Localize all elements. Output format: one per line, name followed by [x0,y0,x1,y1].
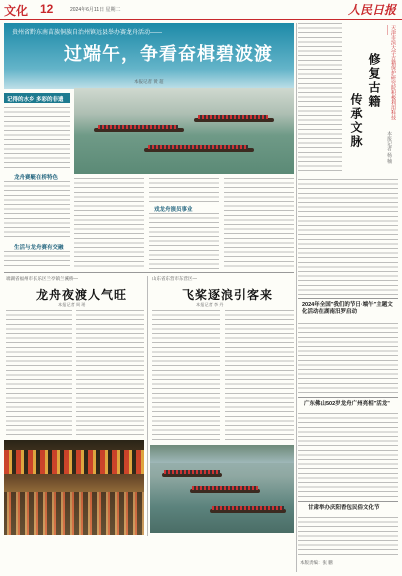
left-article-text [6,310,72,436]
shore-shape [150,445,294,463]
feature-subhead: 生活与龙舟赛有交融 [14,245,64,251]
page-number: 12 [40,2,54,16]
right-article-kicker: 天津市滨大学古籍保护研究院积极利用科技—— [384,25,396,120]
column-divider [296,23,297,572]
crowd-shape [4,492,144,535]
mid-article-byline: 本报记者 李 丹 [196,302,224,307]
news-headline: 甘肃举办庆阳香包民俗文化节 [308,505,380,511]
news-text [298,323,398,393]
feature-text-column [74,178,144,269]
feature-subhead: 龙舟赛艇在桥特色 [14,175,59,181]
right-article-text [298,179,398,295]
boat-crew-shape [212,506,284,510]
news-text [298,413,398,497]
night-market-photo [4,440,144,535]
right-column [298,23,398,572]
side-kicker: 记得的水乡 多彩的非遗 [4,93,70,103]
feature-text-column [4,107,70,171]
feature-title: 过端午，争看奋楫碧波渡 [64,44,273,65]
news-text [298,517,398,557]
right-article-title-2: 传承文脉 [349,93,363,149]
section-divider [298,501,398,502]
news-headline: 2024年全国"我们的节日·端午"主题文化活动在湖南汨罗启动 [302,302,393,316]
feature-subhead: 戏龙舟演员事业 [154,207,193,213]
lantern-row [4,450,144,474]
feature-text-column [224,178,294,269]
section-divider [298,298,398,299]
left-article-title: 龙舟夜渡人气旺 [36,288,128,302]
column-divider [147,276,148,536]
river-race-photo [150,445,294,533]
boat-crew-shape [98,125,178,129]
boat-crew-shape [192,486,258,490]
dragon-boat-photo [74,88,294,174]
left-article-text [76,310,144,436]
mid-article-kicker: 山东省东营市东营区— [152,276,197,281]
section-divider [4,272,294,273]
boat-crew-shape [198,115,268,119]
left-article-kicker: 端湖省福州市长乐区兰亭镇兰溪桥— [6,276,78,281]
feature-text-column [149,178,219,203]
mid-article-text [152,310,220,440]
section-name: 文化 [4,4,29,18]
page-footer: 本版责编：张 鹏 [300,560,333,565]
mid-article-text [225,310,294,440]
right-article-byline: 本报记者 杨 楠 [386,131,392,164]
boat-crew-shape [148,145,248,149]
right-article-title-1: 修复古籍 [367,53,381,109]
feature-text-column [4,181,70,241]
feature-kicker: 贵州省黔东南苗族侗族自治州镇远县举办赛龙舟活动—— [12,30,163,36]
right-article-text [298,23,342,173]
feature-text-column [4,251,70,269]
mid-article-title: 飞桨逐浪引客来 [182,288,274,302]
masthead [0,0,402,20]
boat-crew-shape [164,470,220,474]
feature-byline: 本报记者 黄 超 [134,79,164,84]
news-headline: 广东佛山502岁龙舟广州亮相"活龙" [304,401,390,407]
left-article-byline: 本报记者 周 瑶 [58,302,86,307]
section-divider [298,397,398,398]
feature-text-column [149,213,219,269]
newspaper-logo: 人民日报 [347,3,396,17]
feature-article [4,23,294,270]
issue-date: 2024年6月11日 星期二 [70,7,121,13]
